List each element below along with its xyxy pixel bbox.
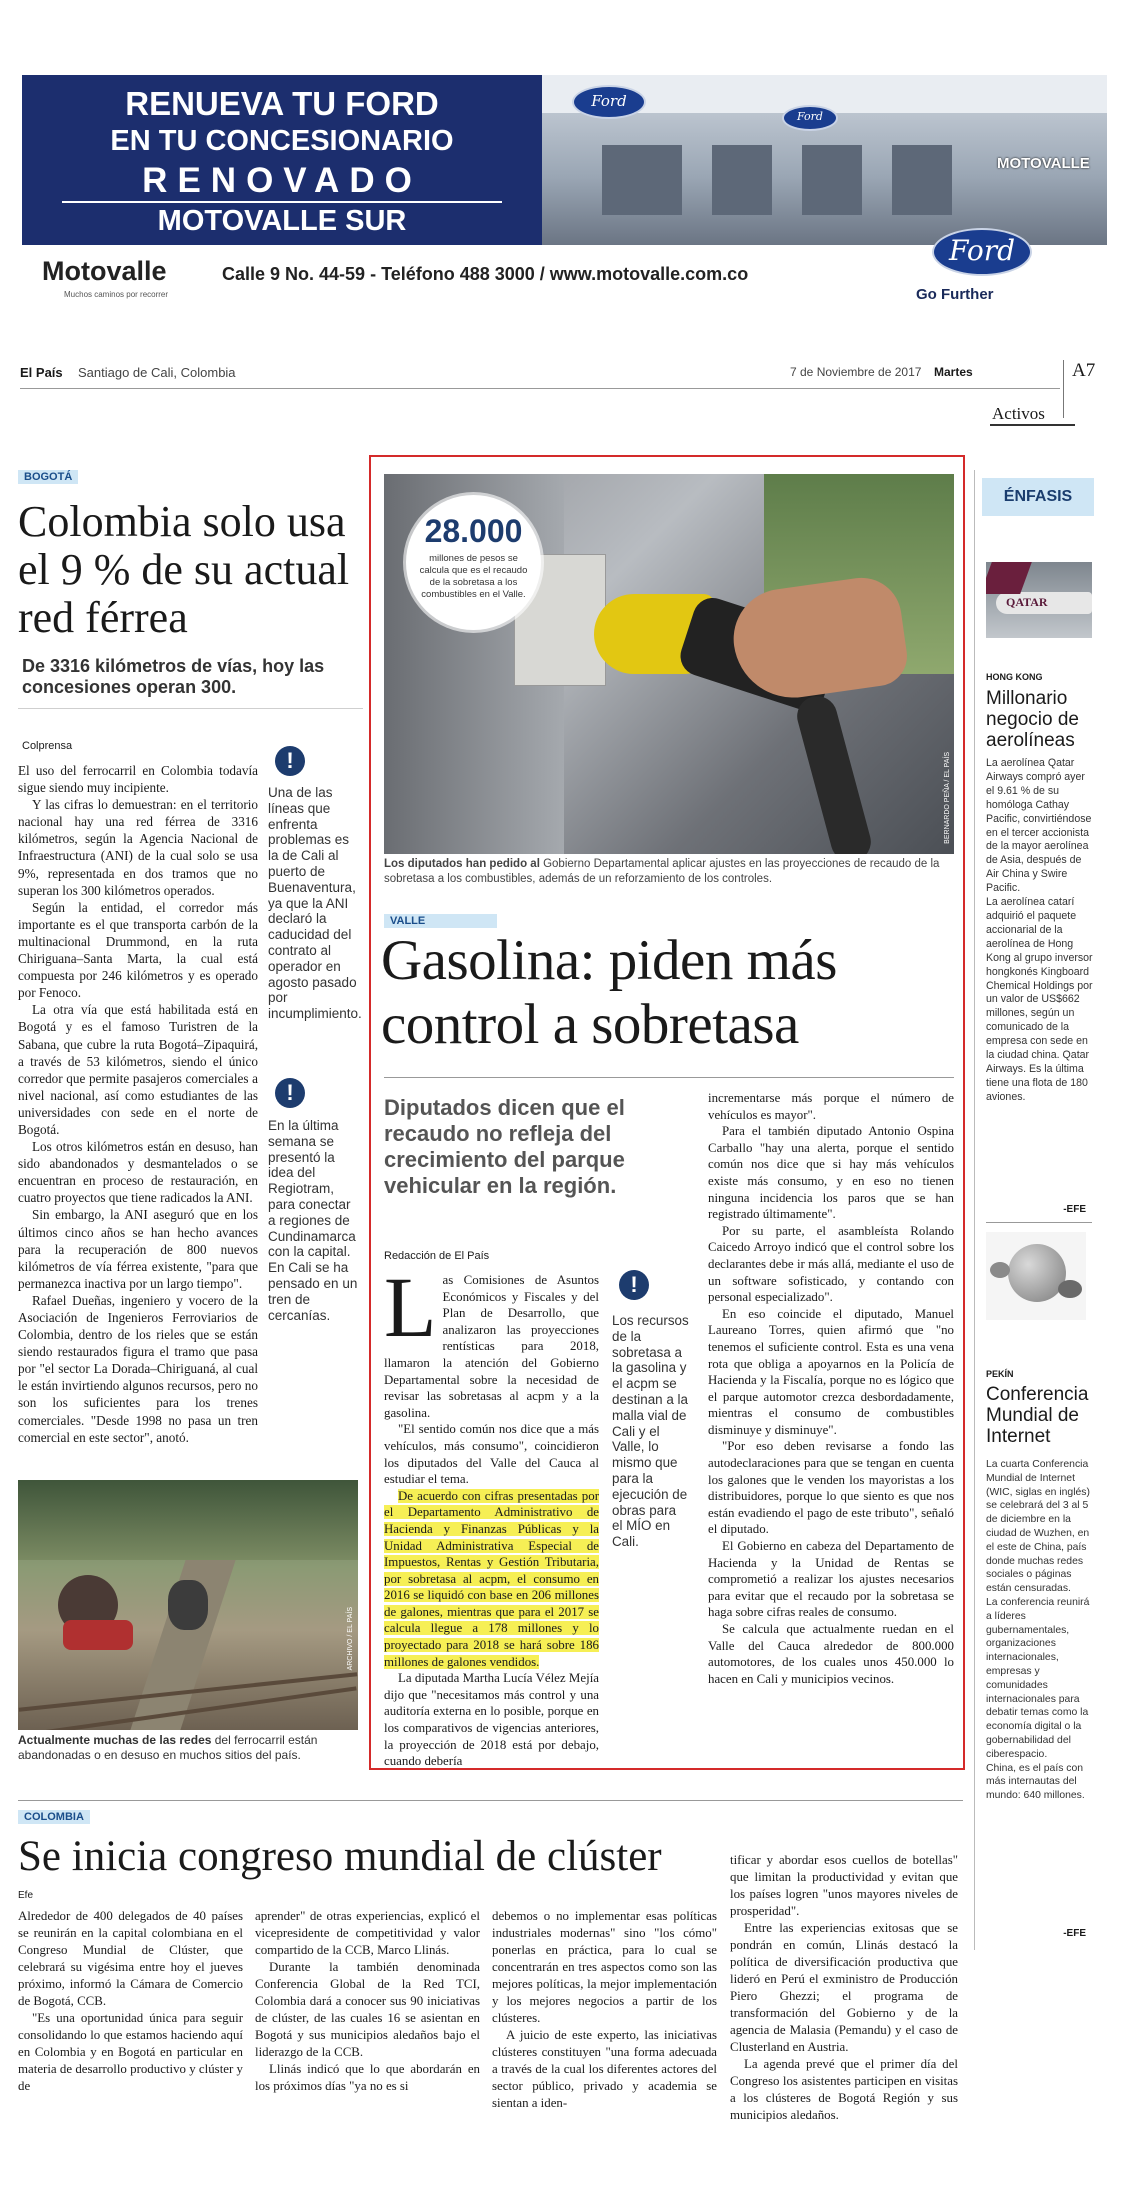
caption-lead: Los diputados han pedido al [384,858,540,870]
paper-name: El País [20,365,63,380]
paragraph: Rafael Dueñas, ingeniero y vocero de la Asociación de Ingenieros Ferroviarios de Colombia, dentro de los rieles que se están siendo restaurados figura el tramo que pasa por "el sector La Dorada–Chiriguaná, al cual le están invirtiendo algunos recursos, pero no son los suficientes para los trenes comerciales. "Desde 1998 no pasa un tren comercial en este sector", anotó. [18,1292,258,1445]
paragraph: "El sentido común nos dice que a más vehículos, más consumo", coincidieron los diputados del Valle del Cauca al estudiar el tema. [384,1422,599,1487]
photo-caption [18,1733,358,1763]
photo-credit: ARCHIVO / EL PAÍS [347,1606,354,1670]
ad-footer [22,234,1107,310]
ad-headline-2: EN TU CONCESIONARIO [110,125,454,157]
paragraph: "Por eso deben revisarse a fondo las autodeclaraciones para que se tengan en cuenta los galones que le venden los mayoristas a los distribuidores, porque lo que siento es que nos están evadiendo el pago de este tributo", señaló el diputado. [708,1439,954,1537]
cluster-article [18,1810,963,2190]
drop-cap: L [384,1259,437,1355]
page-number: A7 [1072,360,1096,381]
paragraph: Alrededor de 400 delegados de 40 países se reunirán en la capital colombiana en el Congreso Mundial de Clúster, que celebrará su vigésima entre hoy el jueves próximo, informó la Cámara de Comercio de Bogotá, CCB. [18,1909,243,2008]
paragraph: Se calcula que actualmente ruedan en el Valle del Cauca alrededor de 800.000 automotores, de los cuales unos 450.000 lo hacen en Cali y municipios vecinos. [708,1622,954,1686]
exclamation-icon: ! [619,1270,649,1300]
item-title: Conferencia Mundial de Internet [986,1384,1089,1447]
item-source: -EFE [1063,1928,1086,1939]
lead-text: as Comisiones de Asuntos Económicos y Fiscales y del Plan de Desarrollo, que analizaron las proyecciones rentísticas para 2018, llamaron la atención del Gobierno Departamental sobre la necesidad de revisar las sobretasas al acpm y a la gasolina. [384,1273,599,1420]
photo-credit: BERNARDO PEÑA / EL PAÍS [944,752,951,844]
ad-headline-4: MOTOVALLE SUR [157,205,407,237]
paragraph: Entre las experiencias exitosas que se pondrán en común, Llinás destacó la política de diversificación productiva que lideró en Perú el exministro de Producción Piero Ghezzi; el programa de transformación del Gobierno y de la agencia de Malasia (Pemandu) y el caso de Clusterland en Austria. [730,1921,958,2054]
item-body [986,1458,1094,1803]
article-body [18,762,258,1446]
item-paragraph: La cuarta Conferencia Mundial de Internet (WIC, siglas en inglés) se celebrará del 3 al 5 de diciembre en la ciudad de Wuzhen, en el este de China, país donde muchas redes sociales o páginas están censuradas. [986,1459,1090,1595]
article-body-col2 [708,1090,954,1687]
item-paragraph: La conferencia reunirá a líderes gubernamentales, organizaciones internacionales, empresas y comunidades internacionales para debatir temas como la economía digital o la gobernabilidad del ciberespacio. [986,1596,1090,1760]
paragraph: El Gobierno en cabeza del Departamento de Hacienda y la Unidad de Rentas se comprometió a realizar los ajustes necesarios para evitar que el recaudo por la sobretasa se haga sobre cifras reales de consumo. [708,1539,954,1620]
exclamation-icon: ! [275,746,305,776]
item-tag: HONG KONG [986,672,1043,682]
ad-headline-1: RENUEVA TU FORD [125,85,439,122]
paragraph: Por su parte, el asambleísta Rolando Caicedo Arroyo indicó que el control sobre los declarantes debe ir más allá, mediante el uso de un software sofisticado, y contando con personal especializado". [708,1223,954,1305]
cluster-col3 [492,1908,717,2112]
paragraph: La otra vía que está habilitada está en Bogotá y es el famoso Turistren de la Sabana, que cubre la ruta Bogotá–Zipaquirá, a través de 53 kilómetros, siendo el único corredor que permite pasajeros comerciales a nivel nacional, así como estudiantes de las universidades con sede en el norte de Bogotá. [18,1002,258,1137]
ad-banner [22,75,1107,245]
paragraph: La diputada Martha Lucía Vélez Mejía dijo que "necesitamos más control y una auditoría externa en lo posible, porque en los comparativos de vigencias anteriores, la proyección de 2018 está por debajo, cuando debería [384,1671,599,1769]
page-header [20,360,1110,423]
header-date: 7 de Noviembre de 2017 [790,365,922,379]
paragraph: tificar y abordar esos cuellos de botellas" que limitan la productividad y evitan que los países logren "unos mayores niveles de prosperidad". [730,1853,958,1918]
item-tag: PEKÍN [986,1369,1014,1379]
motovalle-tagline: Muchos caminos por recorrer [64,290,169,299]
byline: Colprensa [22,740,73,752]
paragraph: El uso del ferrocarril en Colombia todavía sigue siendo muy incipiente. [18,763,258,796]
article-title: Gasolina: piden más control a sobretasa [381,929,837,1056]
railway-photo [18,1480,358,1730]
ad-headline-3: RENOVADO [142,161,422,200]
item-paragraph: China, es el país con más internautas del mundo: 640 millones. [986,1762,1085,1802]
qatar-label: QATAR [1006,595,1048,609]
ford-tagline: Go Further [916,286,994,303]
byline: Redacción de El País [384,1250,490,1262]
stat-bubble [406,495,541,630]
paragraph: Para el también diputado Antonio Ospina Carballo "hay una alerta, porque el sentido común nos dice que si hay más vehículos existe más consumo, y en eso no tienen ninguna incidencia los paros que se han registrado últimamente". [708,1124,954,1222]
item-body [986,757,1094,1105]
ford-sign-2: Ford [782,105,838,131]
qatar-plane-photo [986,562,1092,638]
internet-globe-photo [986,1232,1086,1320]
paragraph: La agenda prevé que el primer día del Congreso los asistentes participen en visitas a los clústeres de Bogotá Región y sus municipios aledaños. [730,2057,958,2122]
item-title: Millonario negocio de aerolíneas [986,688,1079,751]
ford-sign-1: Ford [572,85,646,119]
enfasis-sidebar [982,476,1094,1946]
caption-text: del ferrocarril están abandonadas o en desuso en muchos sitios del país. [18,1733,318,1762]
paragraph: Y las cifras lo demuestran: en el territorio nacional hay una red férrea de 3316 kilómetros, según la Agencia Nacional de Infraestructura (ANI) de la cual solo se usa 9%, representada en dos tramos que no superan los 300 kilómetros operados. [18,797,258,898]
gasolina-article [369,455,965,1770]
section-tag: VALLE [384,914,497,928]
article-title: Se inicia congreso mundial de clúster [18,1833,662,1880]
side-note: En la última semana se presentó la idea del Regiotram, para conectar a regiones de Cundinamarca con la capital. En Cali se ha pensado en un tren de cercanías. [268,1118,358,1323]
enfasis-heading: ÉNFASIS [982,478,1094,516]
highlighted-paragraph [384,1488,599,1671]
lead-paragraph [384,1259,599,1421]
exclamation-icon: ! [275,1078,305,1108]
section-tag: BOGOTÁ [18,470,78,484]
highlighted-text: De acuerdo con cifras presentadas por el Departamento Administrativo de Hacienda y Finanzas Públicas y la Unidad Administrativa Especial de Impuestos, Rentas y Gestión Tributaria, por sobretasa al acpm, el consumo en 2016 se liquidó con base en 206 millones de galones, mientras que para el 2017 se calcula llegue a 178 millones y lo proyectado para 2018 se hará sobre 186 millones de galones vendidos. [384,1488,599,1669]
paragraph: aprender" de otras experiencias, explicó el vicepresidente de competitividad y valor compartido de la CCB, Marco Llinás. [255,1909,480,1957]
side-note: Los recursos de la sobretasa a la gasolina y el acpm se destinan a la malla vial de Cali y el Valle, lo mismo que para la ejecución de obras para el MÍO en Cali. [612,1313,689,1550]
paragraph: En eso coincide el diputado, Manuel Laureano Torres, quien afirmó que "no tenemos el suficiente control. Esta es una vena rota que obliga a apoyarnos en la Policía de Hacienda y la Fiscalía, porque no es lógico que el parque automotor crezca desbordadamente, mientras el consumo de combustibles disminuye y disminuye". [708,1306,954,1437]
bogota-article [18,470,363,1780]
caption-text: Gobierno Departamental aplicar ajustes en las proyecciones de recaudo de la sobretasa a los combustibles, además de un reforzamiento de los controles. [384,858,940,885]
dealership-photo [542,75,1107,245]
paragraph: "Es una oportunidad única para seguir consolidando lo que estamos haciendo aquí en Colombia y en Bogotá en particular en materia de desarrollo productivo y clúster y de [18,2011,243,2093]
cluster-col2 [255,1908,480,2095]
ford-logo: Ford [932,228,1032,276]
paragraph: debemos o no implementar esas políticas industriales modernas" sino "los cómo" ponerlas en práctica, para lo cual se concentrarán en tres aspectos como son las mejores políticas, la mejor implementación y los mejores negocios a partir de los clústeres. [492,1909,717,2025]
item-paragraph: La aerolínea Qatar Airways compró ayer el 9.61 % de su homóloga Cathay Pacific, convirtiéndose en el tercer accionista de la mayor aerolínea de Asia, después de Air China y Swire Pacific. [986,757,1092,895]
ad-contact-line: Calle 9 No. 44-59 - Teléfono 488 3000 / www.motovalle.com.co [222,264,749,284]
stat-number: 28.000 [424,513,523,549]
paragraph: Durante la también denominada Conferencia Global de la Red TCI, Colombia dará a conocer sus 90 iniciativas de clúster, de las cuales 16 se asientan en Bogotá y sus municipios aledaños bajo el liderazgo de la CCB. [255,1960,480,2059]
cluster-col4 [730,1852,958,2124]
section-label: Activos [992,404,1045,423]
item-source: -EFE [1063,1204,1086,1215]
section-tag: COLOMBIA [18,1810,90,1824]
paragraph: A juicio de este experto, las iniciativas clústeres constituyen "una forma adecuada a través de la cual los diferentes actores del sector público, privado y academia se sientan a iden- [492,2028,717,2110]
article-subtitle: Diputados dicen que el recaudo no refleja del crecimiento del parque vehicular en la región. [384,1095,625,1198]
paper-location: Santiago de Cali, Colombia [78,365,236,380]
side-note: Una de las líneas que enfrenta problemas es la de Cali al puerto de Buenaventura, ya que la ANI declaró la caducidad del contrato al operador en agosto pasado por incumplimiento. [268,785,362,1022]
paragraph: Sin embargo, la ANI aseguró que en los últimos cinco años se han hecho avances para la recuperación de 800 nuevos kilómetros de vía férrea existente, "para que permanezca inactiva por un largo tiempo". [18,1207,258,1291]
article-subtitle: De 3316 kilómetros de vías, hoy las concesiones operan 300. [22,656,325,697]
cluster-col1 [18,1908,243,2095]
header-weekday: Martes [934,365,973,379]
paragraph: Los otros kilómetros están en desuso, han sido abandonados y desmantelados o se encuentran en proceso de restauración, en cuatro proyectos que tiene radicados la ANI. [18,1139,258,1206]
article-body-col1 [384,1259,599,1770]
photo-caption [384,857,954,887]
building-sign: MOTOVALLE [997,155,1090,172]
item-paragraph: La aerolínea catarí adquirió el paquete accionarial de la aerolínea de Hong Kong al grupo inversor hongkonés Kingboard Chemical Holdings por un valor de US$662 millones, según un comunicado de la empresa con sede en la ciudad china. Qatar Airways. Es la última tiene una flota de 180 aviones. [986,896,1093,1103]
paragraph: incrementarse más porque el número de vehículos es mayor". [708,1091,954,1122]
paragraph: Según la entidad, el corredor más importante es el que transporta carbón de la multinacional Drummond, en la ruta Chiriguana–Santa Marta, la cual está compuesta por 246 kilómetros y es operado por Fenoco. [18,899,258,1001]
byline: Efe [18,1890,34,1901]
caption-lead: Actualmente muchas de las redes [18,1733,212,1747]
article-title: Colombia solo usa el 9 % de su actual red férrea [18,497,350,642]
motovalle-logo: Motovalle [42,256,167,286]
paragraph: Llinás indicó que lo que abordarán en los próximos días "ya no es si [255,2062,480,2093]
stat-text: millones de pesos se calcula que es el recaudo de la sobretasa a los combustibles en el Valle. [419,553,528,600]
